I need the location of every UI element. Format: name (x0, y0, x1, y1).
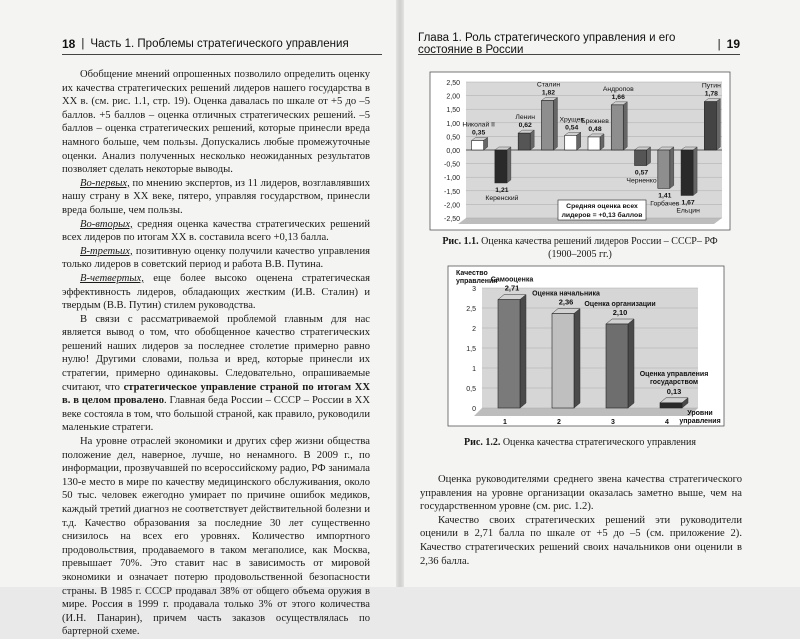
y-tick-label: 0 (472, 406, 476, 413)
y-tick-label: 0,50 (446, 134, 460, 142)
paragraph-lead: Во-вторых, (80, 218, 133, 230)
paragraph-body: В связи с рассматриваемой проблемой главным для нас является вывод о том, что обобщенное качество стратегических решений наших лидеров за последнее столетие примерно равно нулю! Другими словами, польза и вред, которые принесли их стратегии, примерно одинаковы. Следовательно, опрашиваемые считают, что (62, 313, 370, 393)
bar-side (520, 295, 526, 408)
bar-value-label: 0,57 (634, 169, 649, 177)
plot-floor (474, 408, 698, 416)
bar (565, 135, 577, 150)
bar-value-label: 1,82 (541, 89, 556, 97)
average-label: лидеров = +0,13 баллов (561, 212, 643, 219)
x-axis-label: управления (679, 418, 721, 425)
x-axis-label: Уровни (687, 410, 713, 417)
paragraph: Качество своих стратегических решений эти руководители оценили в 2,71 балла по шкале от +5 до –5 (см. приложение 2). Качество стратегических решений своих начальников они оценили в 2,36 балла. (420, 514, 742, 567)
paragraph-body: . Главная беда России – СССР – России в XX веке состояла в том, что большой страной, как правило, руководили маленькие стратеги. (62, 395, 370, 434)
y-axis-label: управления (456, 278, 498, 285)
header-title: Глава 1. Роль стратегического управления и его состояние в России (418, 32, 676, 56)
paragraph (62, 245, 370, 272)
x-tick-label: 3 (611, 419, 615, 426)
header-title: Часть 1. Проблемы стратегического управления (90, 38, 349, 50)
bar-value-label: 0,48 (588, 125, 602, 133)
bar-series-label: государством (649, 378, 699, 386)
paragraph (62, 177, 370, 218)
left-body-text (62, 68, 370, 639)
figure-1-1-caption (430, 236, 730, 261)
bar-value-label: 1,67 (681, 199, 695, 207)
paragraph-body: позитивную оценку получили качество управления только лидеров в советский период и работа В.В. Путина. (62, 245, 370, 271)
y-tick-label: 1,5 (466, 346, 476, 353)
bar-category-label: Брежнев (581, 117, 609, 125)
header-separator: | (717, 39, 721, 51)
paragraph (62, 313, 370, 435)
paragraph (62, 218, 370, 245)
bar-category-label: Керенский (485, 194, 519, 202)
bar (541, 100, 553, 150)
bar-category-label: Хрущев (559, 116, 585, 124)
average-label: Средняя оценка всех (566, 203, 638, 210)
figure-1-2-chart (448, 266, 724, 426)
bar-category-label: Горбачев (650, 200, 680, 208)
bar-value-label: 1,78 (704, 90, 718, 98)
bar-series-label: Оценка организации (584, 301, 656, 308)
page-number: 18 (62, 37, 76, 51)
bar-side (716, 99, 720, 150)
bar-value-label: 2,10 (612, 308, 628, 317)
paragraph: Обобщение мнений опрошенных позволило определить оценку их качества стратегических решений лидеров нашего государства в XX в. (см. рис. 1.1, стр. 19). Оценка давалась по шкале от +5 до –5 баллов. +5 баллов – оценка отличных стратегических решений. –5 баллов – оценка стратегических решений, которые принесли вреда намного больше, чем пользы. Допускались любые промежуточные оценки. Анализ полученных несколько неожиданных результатов позволяет сделать некоторые выводы. (62, 69, 370, 176)
bar (658, 150, 670, 188)
bar-side (507, 147, 511, 183)
x-tick-label: 1 (503, 419, 507, 426)
bar-side (574, 309, 580, 408)
y-tick-label: 2,5 (466, 306, 476, 313)
bar-series-label: Оценка начальника (532, 290, 600, 298)
bar-side (647, 147, 651, 166)
y-tick-label: 1 (472, 366, 476, 373)
paragraph-lead: В-третьих, (80, 245, 133, 257)
bar (681, 150, 693, 195)
caption-label: Рис. 1.1. (442, 236, 479, 247)
bar (495, 150, 507, 183)
y-tick-label: -1,00 (444, 175, 460, 183)
paragraph: Оценка руководителями среднего звена качества стратегического управления на уровне организации оказалась заметно выше, чем на государственном уровне (см. рис. 1.2). (420, 474, 742, 513)
header-tail (712, 37, 740, 51)
page-number: 19 (726, 37, 740, 51)
y-axis-label: Качество (456, 270, 488, 277)
bar-side (693, 147, 697, 195)
right-page (400, 0, 800, 587)
paragraph-lead: В-четвертых, (80, 272, 144, 284)
bar-side (530, 130, 534, 150)
y-tick-label: -2,00 (444, 202, 460, 210)
right-body-text (420, 473, 742, 568)
right-running-header (418, 34, 740, 55)
y-tick-label: 0,00 (446, 148, 460, 155)
bar (635, 150, 647, 166)
bar-category-label: Николай II (462, 121, 495, 129)
paragraph-body: по мнению экспертов, из 11 лидеров, возглавлявших нашу страну в XX веке, пятеро, управляя государством, принесли вреда больше, чем пользы. (62, 177, 370, 216)
bar (552, 314, 574, 408)
x-tick-label: 4 (665, 419, 669, 426)
caption-text: Оценка качества стратегического управления (500, 437, 696, 448)
y-tick-label: 0,5 (466, 386, 476, 393)
figure-1-2-caption (430, 437, 730, 450)
y-tick-label: 2 (472, 326, 476, 333)
bar (611, 105, 623, 150)
bar-value-label: 2,71 (504, 283, 520, 293)
bar-category-label: Путин (701, 82, 721, 90)
bar-value-label: 1,66 (611, 93, 625, 101)
bar-value-label: 1,21 (495, 186, 509, 194)
bar (704, 102, 716, 150)
bar-category-label: Андропов (602, 85, 634, 93)
paragraph-body: средняя оценка качества стратегических решений всех лидеров по итогам XX в. составила всего +0,13 балла. (62, 218, 370, 244)
bar (472, 140, 484, 150)
left-page (0, 0, 400, 638)
paragraph-lead: Во-первых, (80, 177, 130, 189)
bar-value-label: 0,62 (518, 122, 532, 130)
x-tick-label: 2 (557, 419, 561, 426)
bar-side (670, 147, 674, 188)
bar-side (600, 134, 604, 150)
bar-value-label: 2,36 (558, 297, 574, 307)
y-tick-label: -2,50 (444, 216, 460, 223)
bar-value-label: 1,41 (658, 192, 672, 200)
caption-text: Оценка качества решений лидеров России – СССР– РФ (1900–2005 гг.) (478, 236, 718, 260)
y-tick-label: -1,50 (444, 188, 460, 196)
y-tick-label: 2,00 (446, 93, 460, 101)
caption-label: Рис. 1.2. (464, 437, 501, 448)
bar-side (623, 102, 627, 150)
bar (498, 300, 520, 408)
paragraph (62, 272, 370, 313)
header-separator: | (81, 38, 85, 50)
bar-series-label: Оценка управления (639, 370, 709, 378)
bar-side (628, 319, 634, 408)
bar-category-label: Сталин (536, 81, 561, 89)
bar (518, 133, 530, 150)
bar (588, 137, 600, 150)
bar-value-label: 0,54 (565, 124, 579, 132)
bar-category-label: Ленин (515, 114, 535, 122)
paragraph-bold: стратегическое управление страной по итогам XX в. в целом провалено (62, 381, 370, 407)
bar (660, 403, 682, 408)
bar-side (553, 97, 557, 150)
paragraph-body: еще более высоко оценена стратегическая эффективность лидеров, обладающих жестким (И.В. Сталин) и твердым (В.В. Путин) стилем руководства. (62, 272, 370, 312)
bar-series-label: Самооценка (490, 276, 534, 284)
left-running-header (62, 34, 382, 55)
bar-value-label: 0,35 (472, 129, 486, 137)
bar (606, 324, 628, 408)
bar-category-label: Черненко (626, 177, 657, 185)
y-tick-label: 1,50 (446, 107, 460, 115)
paragraph: На уровне отраслей экономики и других сфер жизни общества положение дел, наверное, лучше, но ненамного. В 2009 г., по информации, прозвучавшей по всероссийскому радио, РФ занимала 130-е место в мире по качеству медицинского обслуживания, около 50 тыс. человек ежегодно умирает по причине ошибок медиков, каждый третий диагноз не соответствует действительной болезни и т.д. Качество образования за последние 30 лет существенно снизилось на всех его уровнях. Количество импортного продовольствия, продаваемого в таком мегаполисе, как Москва, превышает 70%. Это ставит нас в зависимость от мировой экономики и означает потерю продовольственной безопасности страны. В 1985 г. СССР продавал 38% от общего объема оружия в мире. Россия в 1999 г. продавала только 3% от этого количества (И.Н. Панарин), причем часть заказов осуществлялась по бартерной схеме. (62, 436, 370, 638)
bar-value-label: 0,13 (666, 386, 682, 396)
y-tick-label: 3 (472, 286, 476, 293)
y-tick-label: 2,50 (446, 80, 460, 87)
y-tick-label: -0,50 (444, 161, 460, 169)
bar-side (577, 132, 581, 150)
bar-category-label: Ельцин (676, 207, 700, 215)
y-tick-label: 1,00 (446, 120, 460, 128)
figure-1-1-chart (430, 72, 730, 230)
